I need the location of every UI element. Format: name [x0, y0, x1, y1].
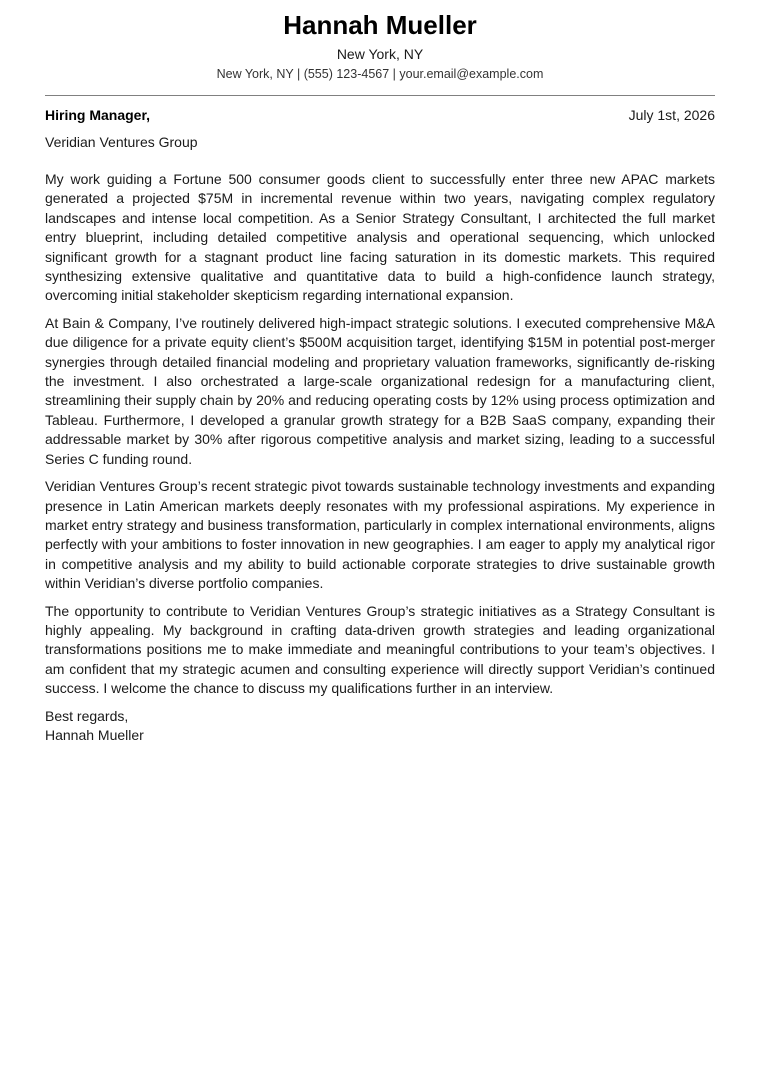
- recipient-salutation: Hiring Manager,: [45, 107, 151, 123]
- signature-name: Hannah Mueller: [45, 726, 144, 743]
- recipient-date-row: [45, 105, 715, 125]
- recipient-company: Veridian Ventures Group: [45, 134, 198, 150]
- body-paragraph-1: My work guiding a Fortune 500 consumer goods client to successfully enter three new APAC markets generated a projected $75M in incremental revenue within two years, navigating complex regulatory landscapes and intense local competition. As a Senior Strategy Consultant, I architected the full market entry blueprint, including detailed competitive analysis and operational sequencing, which unlocked significant growth for a stagnant product line facing saturation in its domestic markets. This required synthesizing extensive qualitative and quantitative data to build a high-confidence launch strategy, overcoming initial stakeholder skepticism regarding international expansion.: [45, 171, 715, 304]
- letter-header: [45, 0, 715, 83]
- applicant-name: Hannah Mueller: [283, 10, 477, 40]
- header-divider: [45, 95, 715, 96]
- letter-date: July 1st, 2026: [628, 107, 715, 123]
- letter-closing: [45, 707, 715, 746]
- applicant-contact-line: New York, NY | (555) 123-4567 | your.email@example.com: [216, 67, 544, 81]
- body-paragraph-3: Veridian Ventures Group’s recent strategic pivot towards sustainable technology investments and expanding presence in Latin American markets deeply resonates with my professional aspirations. My experience in market entry strategy and business transformation, particularly in complex international environments, aligns perfectly with your ambitions to foster innovation in new geographies. I am eager to apply my analytical rigor in competitive analysis and my ability to build actionable corporate strategies to drive sustainable growth within Veridian’s diverse portfolio companies.: [45, 478, 715, 592]
- letter-body: [45, 170, 715, 699]
- body-paragraph-2: At Bain & Company, I’ve routinely delivered high-impact strategic solutions. I executed comprehensive M&A due diligence for a private equity client’s $500M acquisition target, identifying $15M in potential post-merger synergies through detailed financial modeling and proprietary valuation frameworks, significantly de-risking the investment. I also orchestrated a large-scale organizational redesign for a manufacturing client, streamlining their supply chain by 20% and reducing operating costs by 12% using process optimization and Tableau. Furthermore, I developed a granular growth strategy for a B2B SaaS company, expanding their addressable market by 30% after rigorous competitive analysis and market sizing, leading to a successful Series C funding round.: [45, 314, 715, 467]
- closing-phrase: Best regards,: [45, 707, 129, 724]
- applicant-location: New York, NY: [336, 46, 424, 62]
- body-paragraph-4: The opportunity to contribute to Veridian Ventures Group’s strategic initiatives as a Strategy Consultant is highly appealing. My background in crafting data-driven growth strategies and leading organizational transformations positions me to make immediate and meaningful contributions to your team’s objectives. I am confident that my strategic acumen and consulting experience will directly support Veridian’s continued success. I welcome the chance to discuss my qualifications further in an interview.: [45, 602, 715, 697]
